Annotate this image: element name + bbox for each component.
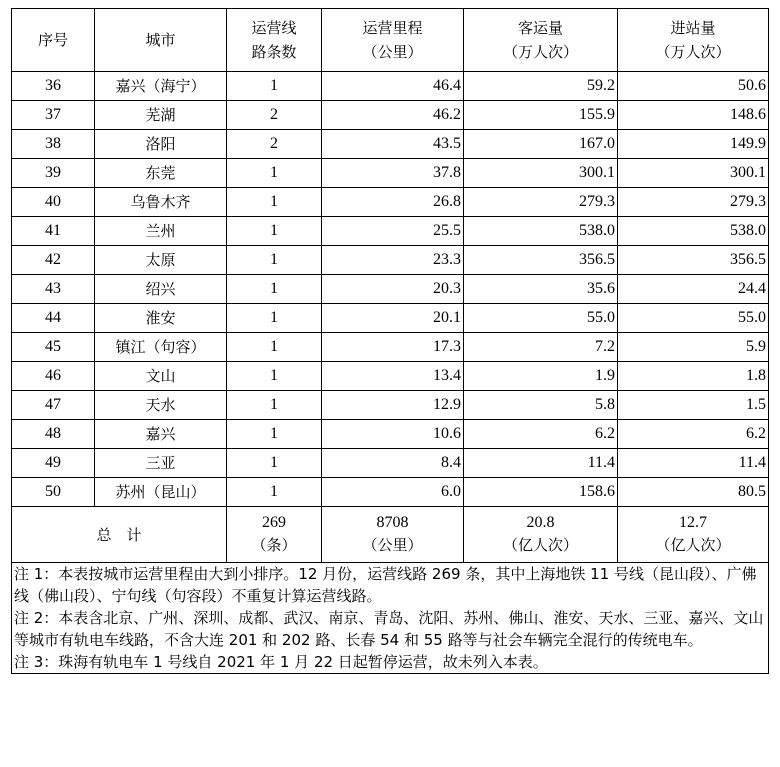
cell-lines: 1 — [227, 275, 322, 304]
cell-city: 东莞 — [95, 159, 227, 188]
table-row — [12, 333, 769, 362]
cell-entries: 11.4 — [618, 449, 769, 478]
cell-city: 乌鲁木齐 — [95, 188, 227, 217]
cell-entries: 80.5 — [618, 478, 769, 507]
cell-ridership: 5.8 — [464, 391, 618, 420]
cell-seq: 39 — [12, 159, 95, 188]
table-body — [12, 72, 769, 507]
cell-ridership: 167.0 — [464, 130, 618, 159]
cell-mileage: 6.0 — [322, 478, 464, 507]
note-3: 注 3：珠海有轨电车 1 号线自 2021 年 1 月 22 日起暂停运营，故未列入本表。 — [14, 653, 548, 671]
cell-lines: 2 — [227, 101, 322, 130]
cell-lines: 1 — [227, 188, 322, 217]
header-mileage: 运营里程 （公里） — [322, 9, 464, 72]
cell-entries: 300.1 — [618, 159, 769, 188]
cell-mileage: 17.3 — [322, 333, 464, 362]
cell-lines: 1 — [227, 449, 322, 478]
cell-entries: 5.9 — [618, 333, 769, 362]
table-row — [12, 391, 769, 420]
cell-entries: 24.4 — [618, 275, 769, 304]
cell-ridership: 35.6 — [464, 275, 618, 304]
cell-entries: 55.0 — [618, 304, 769, 333]
total-label: 总 计 — [12, 507, 227, 563]
cell-lines: 1 — [227, 304, 322, 333]
cell-city: 嘉兴（海宁） — [95, 72, 227, 101]
cell-seq: 44 — [12, 304, 95, 333]
cell-entries: 148.6 — [618, 101, 769, 130]
cell-seq: 40 — [12, 188, 95, 217]
total-entries: 12.7 （亿人次） — [618, 507, 769, 563]
cell-seq: 37 — [12, 101, 95, 130]
cell-city: 兰州 — [95, 217, 227, 246]
cell-mileage: 43.5 — [322, 130, 464, 159]
table-row — [12, 217, 769, 246]
cell-lines: 1 — [227, 362, 322, 391]
cell-ridership: 55.0 — [464, 304, 618, 333]
header-row — [12, 9, 769, 72]
cell-seq: 48 — [12, 420, 95, 449]
cell-lines: 1 — [227, 246, 322, 275]
table-row — [12, 159, 769, 188]
cell-city: 洛阳 — [95, 130, 227, 159]
cell-mileage: 10.6 — [322, 420, 464, 449]
table-row — [12, 72, 769, 101]
notes-cell — [12, 563, 769, 674]
cell-mileage: 20.3 — [322, 275, 464, 304]
cell-entries: 356.5 — [618, 246, 769, 275]
cell-lines: 2 — [227, 130, 322, 159]
cell-lines: 1 — [227, 333, 322, 362]
table-row — [12, 275, 769, 304]
table-row — [12, 304, 769, 333]
header-seq: 序号 — [12, 9, 95, 72]
table-wrapper — [11, 8, 768, 674]
cell-seq: 47 — [12, 391, 95, 420]
table-row — [12, 188, 769, 217]
cell-ridership: 11.4 — [464, 449, 618, 478]
note-1: 注 1：本表按城市运营里程由大到小排序。12 月份，运营线路 269 条，其中上海地铁 11 号线（昆山段）、广佛线（佛山段）、宁句线（句容段）不重复计算运营线路。 — [14, 565, 757, 605]
cell-entries: 1.5 — [618, 391, 769, 420]
cell-city: 绍兴 — [95, 275, 227, 304]
cell-lines: 1 — [227, 217, 322, 246]
cell-ridership: 7.2 — [464, 333, 618, 362]
cell-city: 苏州（昆山） — [95, 478, 227, 507]
cell-seq: 41 — [12, 217, 95, 246]
cell-seq: 42 — [12, 246, 95, 275]
table-row — [12, 101, 769, 130]
header-city: 城市 — [95, 9, 227, 72]
cell-mileage: 46.2 — [322, 101, 464, 130]
cell-city: 镇江（句容） — [95, 333, 227, 362]
cell-ridership: 300.1 — [464, 159, 618, 188]
cell-entries: 149.9 — [618, 130, 769, 159]
note-2: 注 2：本表含北京、广州、深圳、成都、武汉、南京、青岛、沈阳、苏州、佛山、淮安、天水、三亚、嘉兴、文山等城市有轨电车线路，不含大连 201 和 202 路、长春 54 和 55 路等与社会车辆完全混行的传统电车。 — [14, 609, 764, 649]
cell-entries: 6.2 — [618, 420, 769, 449]
cell-city: 太原 — [95, 246, 227, 275]
cell-city: 三亚 — [95, 449, 227, 478]
cell-city: 芜湖 — [95, 101, 227, 130]
cell-ridership: 1.9 — [464, 362, 618, 391]
cell-lines: 1 — [227, 159, 322, 188]
cell-city: 文山 — [95, 362, 227, 391]
cell-mileage: 25.5 — [322, 217, 464, 246]
table-row — [12, 130, 769, 159]
cell-mileage: 46.4 — [322, 72, 464, 101]
cell-entries: 279.3 — [618, 188, 769, 217]
header-ridership: 客运量 （万人次） — [464, 9, 618, 72]
cell-ridership: 155.9 — [464, 101, 618, 130]
cell-seq: 46 — [12, 362, 95, 391]
cell-ridership: 538.0 — [464, 217, 618, 246]
cell-mileage: 37.8 — [322, 159, 464, 188]
cell-city: 淮安 — [95, 304, 227, 333]
cell-seq: 38 — [12, 130, 95, 159]
cell-ridership: 279.3 — [464, 188, 618, 217]
cell-ridership: 6.2 — [464, 420, 618, 449]
cell-seq: 50 — [12, 478, 95, 507]
cell-ridership: 158.6 — [464, 478, 618, 507]
cell-seq: 45 — [12, 333, 95, 362]
table-row — [12, 246, 769, 275]
header-lines: 运营线 路条数 — [227, 9, 322, 72]
cell-seq: 43 — [12, 275, 95, 304]
cell-mileage: 8.4 — [322, 449, 464, 478]
table-row — [12, 449, 769, 478]
cell-mileage: 20.1 — [322, 304, 464, 333]
cell-lines: 1 — [227, 420, 322, 449]
cell-mileage: 13.4 — [322, 362, 464, 391]
cell-ridership: 59.2 — [464, 72, 618, 101]
cell-entries: 538.0 — [618, 217, 769, 246]
table-row — [12, 420, 769, 449]
cell-lines: 1 — [227, 478, 322, 507]
cell-seq: 36 — [12, 72, 95, 101]
cell-city: 嘉兴 — [95, 420, 227, 449]
urban-rail-statistics-table — [11, 8, 769, 674]
total-row — [12, 507, 769, 563]
total-ridership: 20.8 （亿人次） — [464, 507, 618, 563]
cell-city: 天水 — [95, 391, 227, 420]
cell-seq: 49 — [12, 449, 95, 478]
cell-mileage: 12.9 — [322, 391, 464, 420]
cell-entries: 1.8 — [618, 362, 769, 391]
table-row — [12, 478, 769, 507]
total-mileage: 8708 （公里） — [322, 507, 464, 563]
cell-ridership: 356.5 — [464, 246, 618, 275]
header-entries: 进站量 （万人次） — [618, 9, 769, 72]
cell-lines: 1 — [227, 391, 322, 420]
cell-mileage: 26.8 — [322, 188, 464, 217]
table-row — [12, 362, 769, 391]
total-lines: 269 （条） — [227, 507, 322, 563]
cell-lines: 1 — [227, 72, 322, 101]
cell-entries: 50.6 — [618, 72, 769, 101]
cell-mileage: 23.3 — [322, 246, 464, 275]
notes-row — [12, 563, 769, 674]
